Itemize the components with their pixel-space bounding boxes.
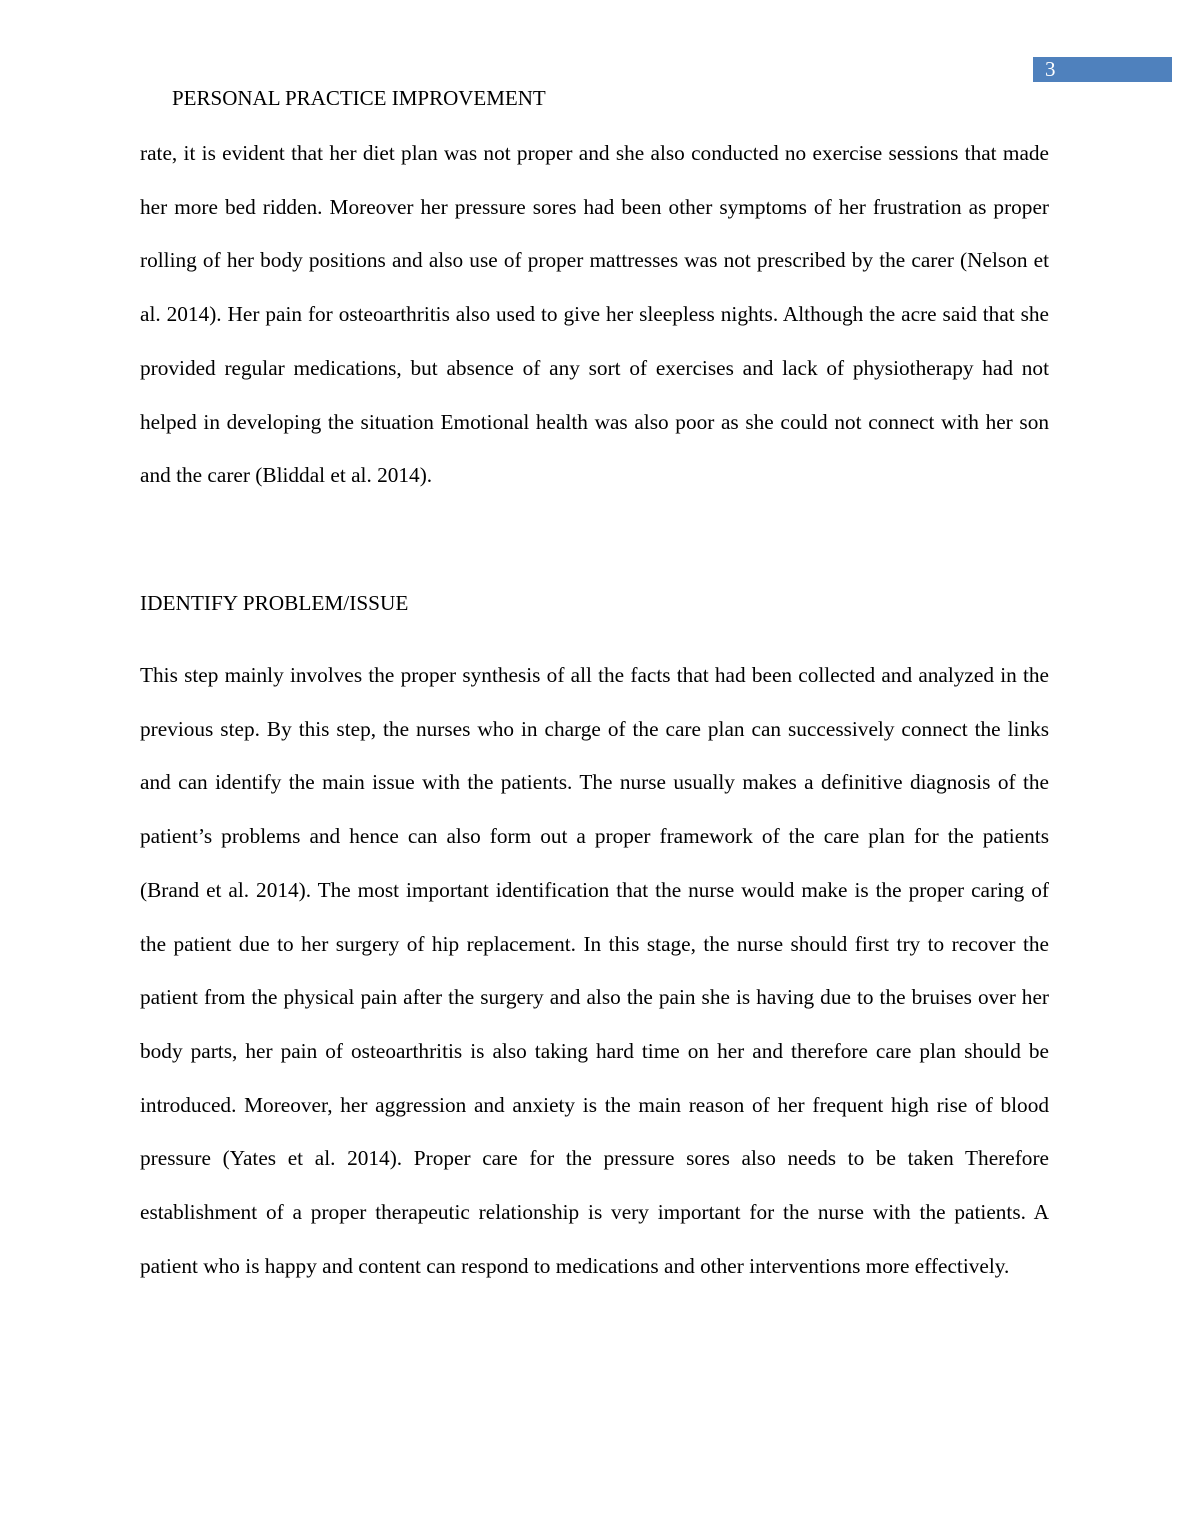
paragraph-1: rate, it is evident that her diet plan was not proper and she also conducted no exercise sessions that made her more bed ridden. Moreover her pressure sores had been other symptoms of her frustration as proper rolling of her body positions and also use of proper mattresses was not prescribed by the carer (Nelson et al. 2014). Her pain for osteoarthritis also used to give her sleepless nights. Although the acre said that she provided regular medications, but absence of any sort of exercises and lack of physiotherapy had not helped in developing the situation Emotional health was also poor as she could not connect with her son and the carer (Bliddal et al. 2014). (140, 141, 1049, 488)
paragraph-2: This step mainly involves the proper synthesis of all the facts that had been collected and analyzed in the previous step. By this step, the nurses who in charge of the care plan can successively connect the links and can identify the main issue with the patients. The nurse usually makes a definitive diagnosis of the patient’s problems and hence can also form out a proper framework of the care plan for the patients (Brand et al. 2014). The most important identification that the nurse would make is the proper caring of the patient due to her surgery of hip replacement. In this stage, the nurse should first try to recover the patient from the physical pain after the surgery and also the pain she is having due to the bruises over her body parts, her pain of osteoarthritis is also taking hard time on her and therefore care plan should be introduced. Moreover, her aggression and anxiety is the main reason of her frequent high rise of blood pressure (Yates et al. 2014). Proper care for the pressure sores also needs to be taken Therefore establishment of a proper therapeutic relationship is very important for the nurse with the patients. A patient who is happy and content can respond to medications and other interventions more effectively. (140, 663, 1049, 1278)
running-head: PERSONAL PRACTICE IMPROVEMENT (172, 86, 546, 110)
section-heading: IDENTIFY PROBLEM/ISSUE (140, 591, 409, 615)
page-number: 3 (1045, 57, 1056, 81)
page-number-box (1033, 57, 1172, 82)
